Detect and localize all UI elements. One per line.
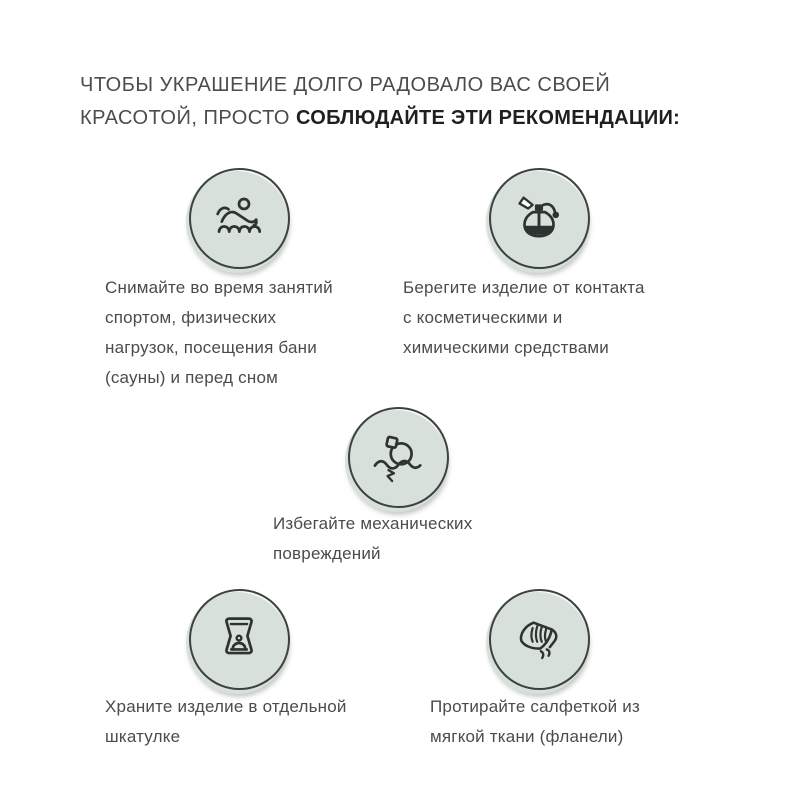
perfume-atomizer-icon [489,168,591,270]
perfume-atomizer-icon-art [510,189,568,247]
title-line-2-bold: СОБЛЮДАЙТЕ ЭТИ РЕКОМЕНДАЦИИ: [296,107,681,130]
caption-storage: Храните изделие в отдельной шкатулке [105,697,347,746]
wiping-hand-icon [489,589,591,691]
ring-impact-icon-art [369,428,427,486]
ring-box-icon [189,589,291,691]
wiping-hand-icon-art [510,610,568,668]
ring-impact-icon [348,407,450,509]
title-line-1: ЧТОБЫ УКРАШЕНИЕ ДОЛГО РАДОВАЛО ВАС СВОЕЙ [80,74,611,97]
swimmer-icon-art [210,189,268,247]
caption-mechanical: Избегайте механических повреждений [273,514,473,563]
caption-cleaning: Протирайте салфеткой из мягкой ткани (фланели) [430,697,640,746]
ring-box-icon-art [210,610,268,668]
swimmer-icon [189,168,291,270]
page-title [80,69,740,135]
title-line-2-regular: КРАСОТОЙ, ПРОСТО [80,107,297,130]
caption-sport: Снимайте во время занятий спортом, физических нагрузок, посещения бани (сауны) и перед сном [105,278,333,387]
caption-chemicals: Берегите изделие от контакта с косметическими и химическими средствами [403,278,645,357]
